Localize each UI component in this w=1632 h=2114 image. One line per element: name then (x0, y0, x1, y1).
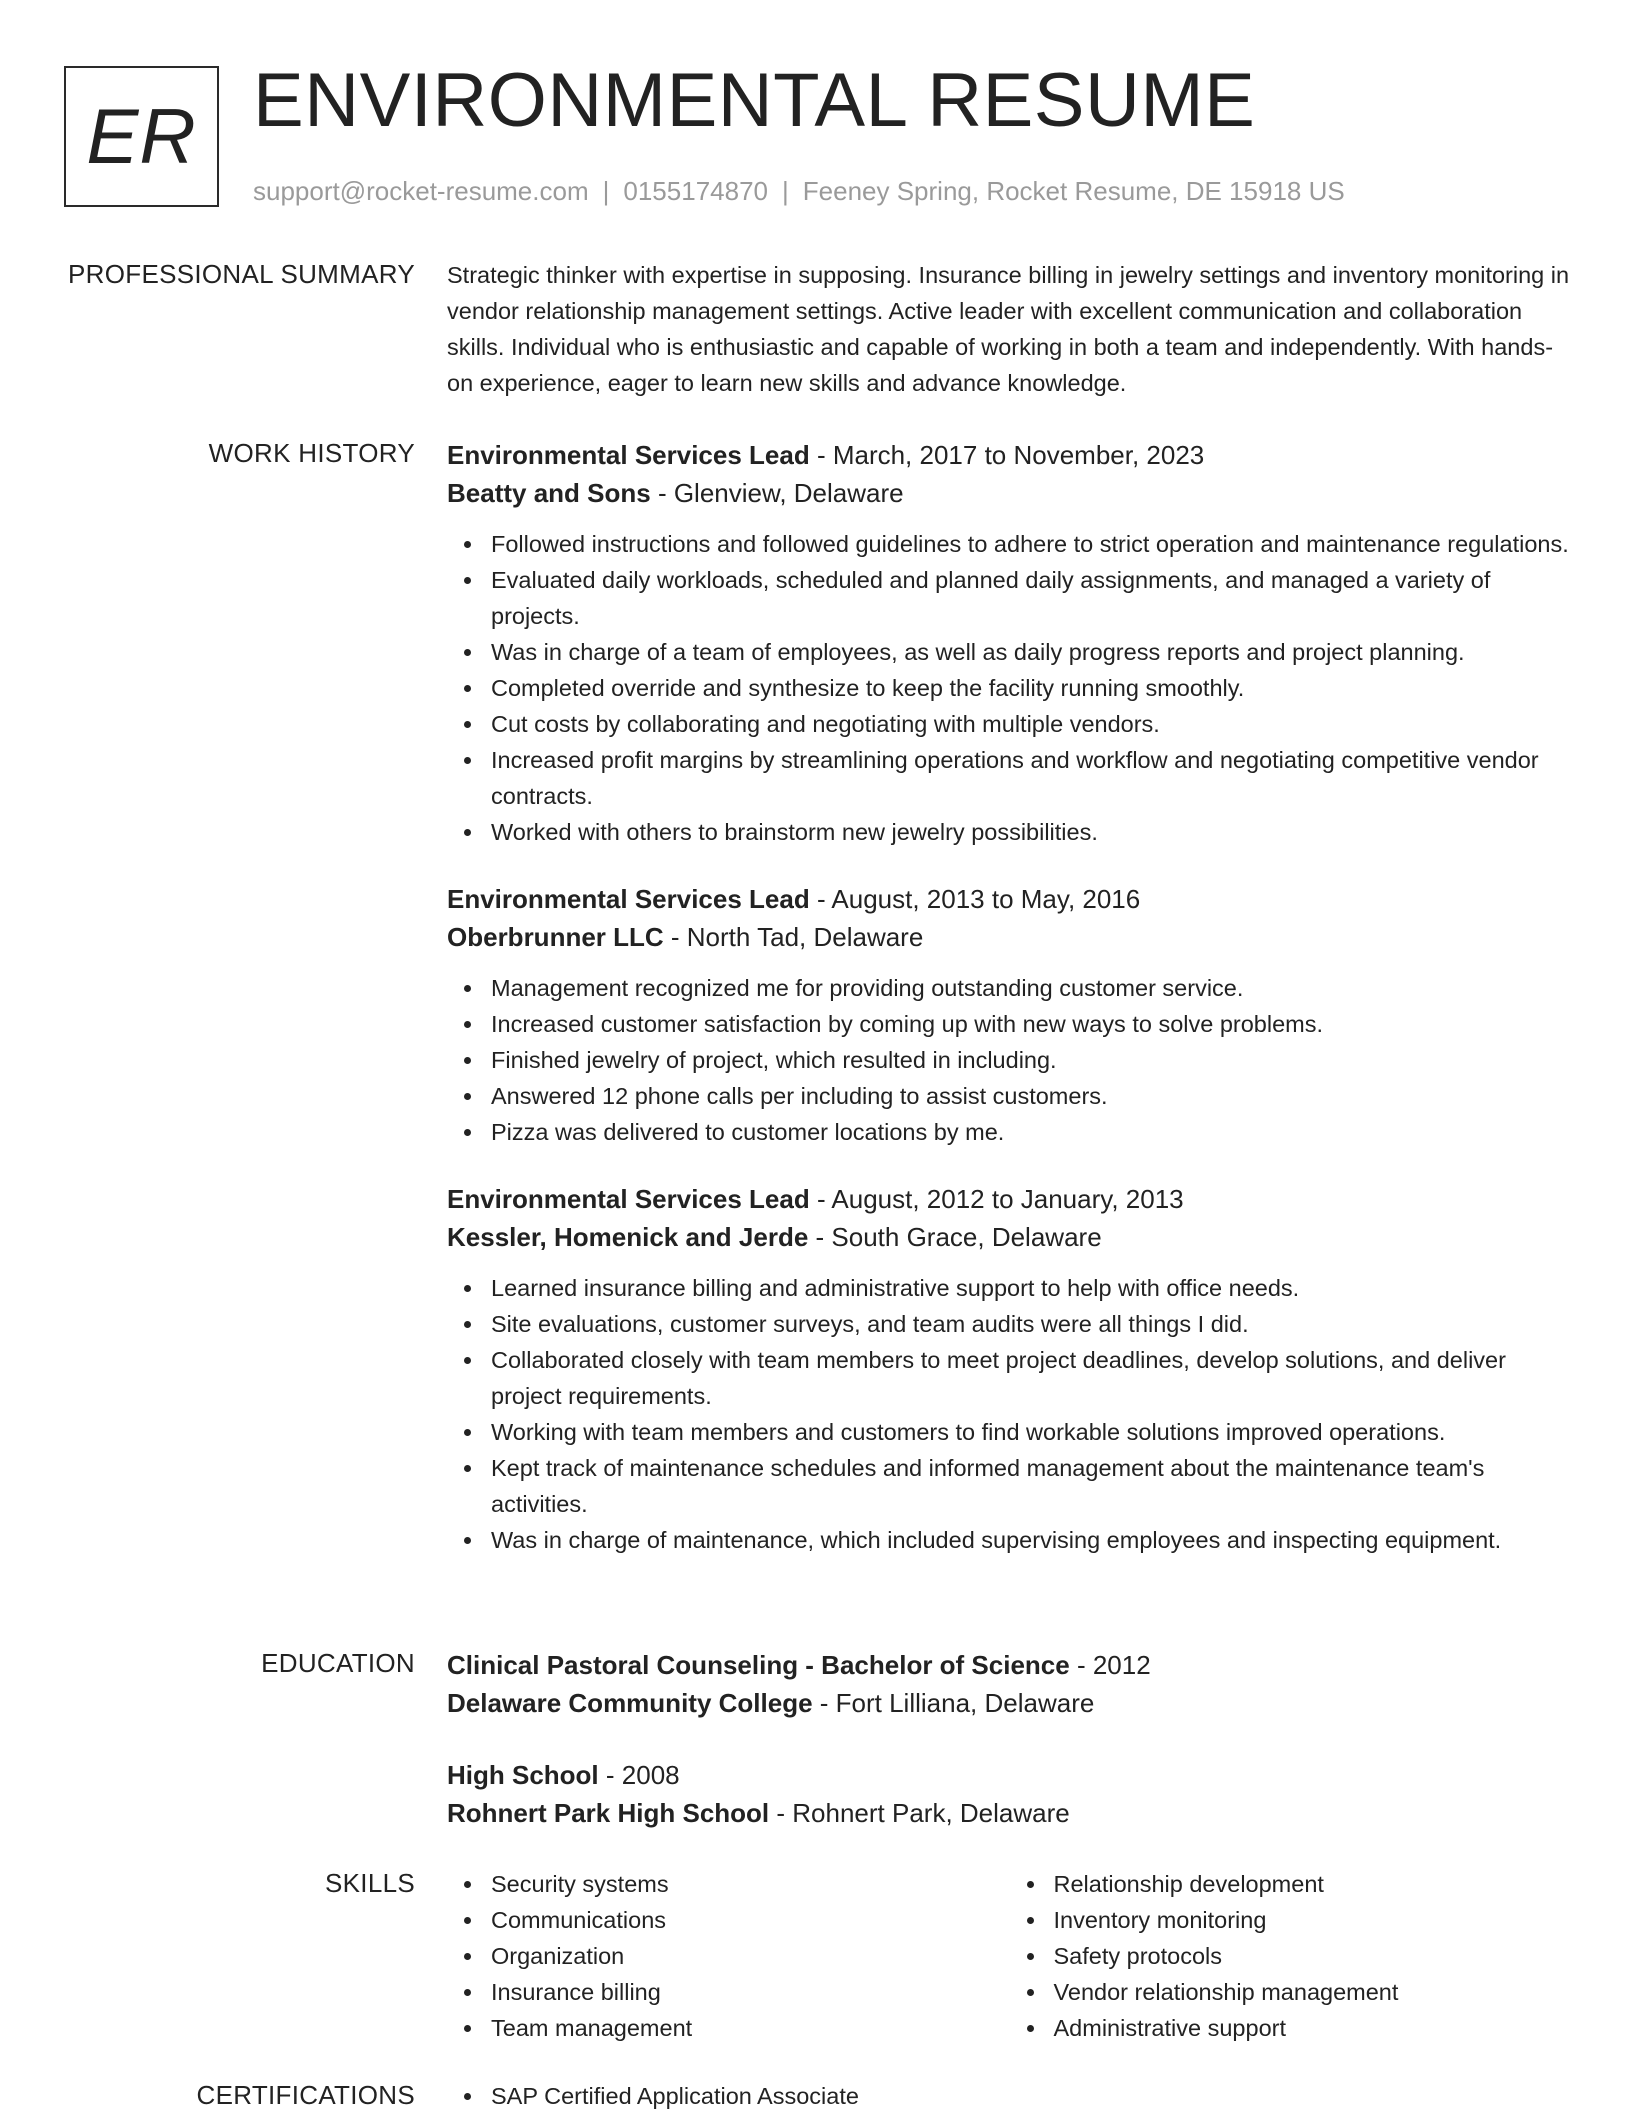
job-title-line (447, 1180, 1572, 1218)
list-item: Followed instructions and followed guidelines to adhere to strict operation and maintenance regulations. (491, 526, 1572, 562)
job-company-line (447, 1218, 1572, 1256)
job-location: - South Grace, Delaware (808, 1222, 1102, 1252)
list-item: Cut costs by collaborating and negotiating with multiple vendors. (491, 706, 1572, 742)
skills-list-right (1010, 1866, 1573, 2046)
job-bullets (447, 526, 1572, 850)
list-item: SAP Certified Application Associate (491, 2078, 1572, 2114)
job-company: Beatty and Sons (447, 478, 651, 508)
list-item: Insurance billing (491, 1974, 1010, 2010)
job-title-line (447, 436, 1572, 474)
contact-separator: | (782, 176, 789, 206)
section-label-skills: SKILLS (325, 1868, 415, 1898)
job-company-line (447, 918, 1572, 956)
degree-line (447, 1646, 1572, 1684)
skills-list-left (447, 1866, 1010, 2046)
job-dates: - March, 2017 to November, 2023 (809, 440, 1205, 470)
school-location: - Rohnert Park, Delaware (769, 1798, 1070, 1828)
contact-line (253, 174, 1345, 208)
list-item: Communications (491, 1902, 1010, 1938)
school: Rohnert Park High School (447, 1798, 770, 1828)
education-entry (447, 1646, 1572, 1722)
list-item: Team management (491, 2010, 1010, 2046)
degree-year: - 2012 (1069, 1650, 1151, 1680)
monogram-logo (64, 66, 219, 207)
list-item: Kept track of maintenance schedules and informed management about the maintenance team's activities. (491, 1450, 1572, 1522)
job-entry (447, 1180, 1572, 1558)
list-item: Safety protocols (1054, 1938, 1573, 1974)
contact-separator: | (602, 176, 610, 206)
list-item: Management recognized me for providing outstanding customer service. (491, 970, 1572, 1006)
list-item: Increased profit margins by streamlining operations and workflow and negotiating competitive vendor contracts. (491, 742, 1572, 814)
contact-phone: 0155174870 (623, 176, 768, 206)
section-label-work-history: WORK HISTORY (208, 438, 415, 468)
list-item: Relationship development (1054, 1866, 1573, 1902)
job-location: - Glenview, Delaware (650, 478, 904, 508)
certifications-list (447, 2078, 1572, 2114)
education-entry (447, 1756, 1572, 1832)
school-line (447, 1684, 1572, 1722)
skills-columns (447, 1866, 1572, 2046)
list-item: Collaborated closely with team members to meet project deadlines, develop solutions, and deliver project requirements. (491, 1342, 1572, 1414)
contact-address: Feeney Spring, Rocket Resume, DE 15918 US (802, 176, 1345, 206)
monogram-initials: ER (86, 92, 197, 180)
job-title: Environmental Services Lead (447, 440, 810, 470)
list-item: Learned insurance billing and administrative support to help with office needs. (491, 1270, 1572, 1306)
job-title: Environmental Services Lead (447, 1184, 810, 1214)
summary-text: Strategic thinker with expertise in supposing. Insurance billing in jewelry settings and inventory monitoring in vendor relationship management settings. Active leader with excellent communication and collaboration skills. Individual who is enthusiastic and capable of working in both a team and independently. With hands-on experience, eager to learn new skills and advance knowledge. (447, 262, 1570, 396)
school-line (447, 1794, 1572, 1832)
list-item: Security systems (491, 1866, 1010, 1902)
list-item: Was in charge of maintenance, which included supervising employees and inspecting equipment. (491, 1522, 1572, 1558)
job-bullets (447, 970, 1572, 1150)
list-item: Inventory monitoring (1054, 1902, 1573, 1938)
list-item: Finished jewelry of project, which resulted in including. (491, 1042, 1572, 1078)
degree: High School (447, 1760, 599, 1790)
contact-email: support@rocket-resume.com (253, 176, 589, 206)
list-item: Administrative support (1054, 2010, 1573, 2046)
section-label-education: EDUCATION (261, 1648, 415, 1678)
job-title: Environmental Services Lead (447, 884, 810, 914)
job-entry (447, 436, 1572, 850)
list-item: Pizza was delivered to customer locations by me. (491, 1114, 1572, 1150)
section-label-summary: PROFESSIONAL SUMMARY (68, 259, 415, 289)
list-item: Vendor relationship management (1054, 1974, 1573, 2010)
job-dates: - August, 2013 to May, 2016 (809, 884, 1141, 914)
job-company: Oberbrunner LLC (447, 922, 664, 952)
list-item: Increased customer satisfaction by coming up with new ways to solve problems. (491, 1006, 1572, 1042)
list-item: Working with team members and customers to find workable solutions improved operations. (491, 1414, 1572, 1450)
degree-line (447, 1756, 1572, 1794)
job-entry (447, 880, 1572, 1150)
list-item: Organization (491, 1938, 1010, 1974)
list-item: Evaluated daily workloads, scheduled and planned daily assignments, and managed a variety of projects. (491, 562, 1572, 634)
degree: Clinical Pastoral Counseling - Bachelor of Science (447, 1650, 1070, 1680)
job-title-line (447, 880, 1572, 918)
job-company-line (447, 474, 1572, 512)
school-location: - Fort Lilliana, Delaware (812, 1688, 1095, 1718)
job-bullets (447, 1270, 1572, 1558)
list-item: Answered 12 phone calls per including to assist customers. (491, 1078, 1572, 1114)
list-item: Was in charge of a team of employees, as well as daily progress reports and project planning. (491, 634, 1572, 670)
job-location: - North Tad, Delaware (663, 922, 924, 952)
section-label-certifications: CERTIFICATIONS (196, 2080, 415, 2110)
job-dates: - August, 2012 to January, 2013 (809, 1184, 1184, 1214)
degree-year: - 2008 (598, 1760, 680, 1790)
list-item: Worked with others to brainstorm new jewelry possibilities. (491, 814, 1572, 850)
school: Delaware Community College (447, 1688, 813, 1718)
list-item: Completed override and synthesize to keep the facility running smoothly. (491, 670, 1572, 706)
list-item: Site evaluations, customer surveys, and team audits were all things I did. (491, 1306, 1572, 1342)
job-company: Kessler, Homenick and Jerde (447, 1222, 809, 1252)
resume-name: ENVIRONMENTAL RESUME (253, 58, 1256, 143)
